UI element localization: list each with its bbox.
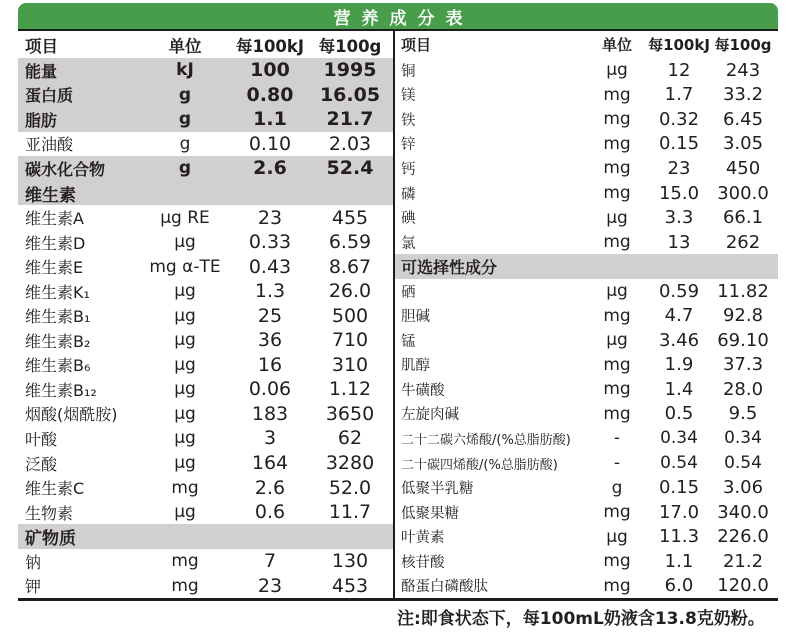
table-row [395, 402, 778, 427]
table-title: 营养成分表 [18, 3, 778, 29]
item-name: 维生素A [25, 209, 84, 229]
item-per100kj: 0.43 [248, 255, 292, 278]
item-per100kj: 36 [257, 329, 283, 352]
item-per100kj: 0.5 [664, 403, 694, 425]
item-unit: μg [606, 60, 628, 81]
table-row [18, 573, 393, 598]
table-row [395, 524, 778, 549]
item-unit: mg [171, 575, 199, 596]
item-per100kj: 0.54 [660, 453, 698, 474]
col-header-per100kj: 每100kJ [235, 36, 305, 56]
table-row [18, 181, 393, 206]
item-name: 牛磺酸 [401, 382, 445, 399]
item-unit: mg [603, 84, 631, 105]
item-per100g: 16.05 [319, 83, 381, 106]
item-name: 镁 [401, 88, 416, 105]
item-unit: g [179, 133, 191, 154]
item-per100kj: 17.0 [658, 501, 700, 523]
item-name: 能量 [25, 61, 58, 81]
item-unit: μg [606, 281, 628, 302]
item-per100g: 26.0 [328, 280, 372, 303]
item-unit: mg [171, 551, 199, 572]
item-name: 低聚半乳糖 [401, 481, 474, 498]
right-table-body [395, 58, 778, 598]
item-per100kj: 1.4 [664, 378, 694, 400]
item-unit: mg [603, 502, 631, 523]
item-unit: mg [603, 232, 631, 253]
item-per100g: 130 [331, 550, 369, 573]
item-per100g: 62 [337, 427, 363, 450]
item-per100g: 9.5 [728, 403, 758, 425]
item-per100g: 300.0 [717, 182, 769, 204]
item-unit: μg RE [160, 207, 210, 228]
item-per100g: 11.7 [328, 501, 372, 524]
item-per100g: 69.10 [717, 329, 769, 351]
item-per100kj: 15.0 [658, 182, 700, 204]
item-unit: mg [603, 183, 631, 203]
item-per100g: 3650 [325, 402, 375, 425]
table-row [395, 500, 778, 525]
table-row [18, 279, 393, 304]
item-unit: μg [174, 232, 196, 253]
item-per100g: 3.05 [722, 133, 764, 155]
item-name: 碳水化合物 [25, 159, 106, 179]
item-per100kj: 164 [251, 452, 289, 475]
item-name: 亚油酸 [25, 135, 74, 155]
item-per100g: 120.0 [717, 575, 769, 597]
col-header-item: 项目 [25, 36, 58, 56]
table-row [395, 573, 778, 598]
item-unit: μg [174, 379, 196, 400]
item-unit: - [613, 428, 621, 449]
item-unit: μg [174, 305, 196, 326]
table-row [18, 426, 393, 451]
table-row [395, 83, 778, 108]
item-unit: μg [606, 207, 628, 228]
col-header-item: 项目 [401, 36, 432, 54]
right-table-header-row [395, 31, 778, 58]
item-unit: μg [174, 428, 196, 449]
table-row [18, 377, 393, 402]
item-unit: mg [603, 305, 631, 326]
item-per100g: 340.0 [717, 501, 769, 523]
item-per100kj: 13 [667, 231, 691, 253]
item-per100kj: 1.7 [664, 84, 694, 106]
item-unit: mg [603, 403, 631, 424]
table-row [395, 205, 778, 230]
item-name: 维生素D [25, 233, 86, 253]
item-per100kj: 7 [263, 550, 277, 573]
item-unit: μg [174, 502, 196, 523]
item-per100g: 455 [331, 206, 369, 229]
item-per100kj: 25 [257, 304, 283, 327]
table-row [18, 107, 393, 132]
tables-wrapper [18, 29, 778, 601]
item-per100kj: 100 [250, 59, 290, 82]
table-row [395, 156, 778, 181]
item-per100g: 262 [725, 231, 761, 253]
item-unit: mg [603, 133, 631, 154]
item-per100g: 6.45 [722, 108, 764, 130]
item-name: 氯 [401, 235, 416, 252]
item-per100kj: 0.32 [658, 108, 700, 130]
table-row [18, 402, 393, 427]
col-header-per100g: 每100g [318, 36, 382, 56]
item-per100g: 6.59 [328, 231, 372, 254]
table-row [395, 451, 778, 476]
item-name: 烟酸(烟酰胺) [25, 405, 118, 425]
item-per100g: 33.2 [722, 84, 764, 106]
table-row [395, 181, 778, 206]
item-per100kj: 0.6 [254, 501, 286, 524]
item-per100kj: 0.80 [246, 83, 294, 106]
col-header-per100kj: 每100kJ [648, 36, 710, 54]
item-name: 维生素E [25, 258, 84, 278]
table-row [395, 279, 778, 304]
table-row [395, 353, 778, 378]
item-unit: mg [603, 551, 631, 572]
item-name: 肌醇 [401, 358, 430, 375]
table-row [18, 524, 393, 549]
item-per100kj: 23 [257, 574, 283, 597]
item-per100kj: 2.6 [254, 476, 286, 499]
item-per100kj: 0.10 [248, 132, 292, 155]
item-unit: kJ [176, 60, 194, 81]
item-per100kj: 16 [257, 353, 283, 376]
item-unit: - [613, 453, 621, 474]
item-per100kj: 23 [257, 206, 283, 229]
item-unit: mg [603, 109, 631, 130]
item-name: 钠 [25, 552, 42, 572]
item-name: 锌 [401, 137, 416, 154]
item-unit: mg [171, 477, 199, 498]
item-unit: μg [174, 354, 196, 375]
item-unit: μg [174, 403, 196, 424]
table-row [18, 549, 393, 574]
item-unit: mg [603, 379, 631, 400]
table-row [395, 303, 778, 328]
item-per100kj: 11.3 [658, 526, 700, 548]
item-per100kj: 0.33 [248, 231, 292, 254]
table-row [395, 426, 778, 451]
item-name: 左旋肉碱 [401, 407, 459, 424]
table-row [395, 475, 778, 500]
table-row [395, 328, 778, 353]
table-row [18, 254, 393, 279]
item-name: 核苷酸 [401, 554, 445, 571]
item-per100kj: 0.15 [658, 133, 700, 155]
item-name: 钾 [25, 577, 42, 597]
item-per100g: 1995 [323, 59, 377, 82]
item-per100kj: 0.34 [660, 428, 698, 449]
item-per100kj: 183 [251, 402, 289, 425]
item-name: 低聚果糖 [401, 505, 459, 522]
item-name: 二十二碳六烯酸/(%总脂肪酸) [401, 432, 571, 448]
item-unit: mg α-TE [149, 256, 221, 277]
item-per100kj: 1.3 [254, 280, 286, 303]
item-per100g: 28.0 [722, 378, 764, 400]
left-table [18, 31, 393, 598]
item-name: 可选择性成分 [401, 258, 498, 278]
item-per100kj: 0.59 [658, 280, 700, 302]
item-per100g: 0.54 [724, 453, 762, 474]
left-table-header-row [18, 31, 393, 58]
item-name: 维生素K₁ [25, 282, 90, 302]
item-per100kj: 1.1 [253, 108, 287, 131]
item-unit: μg [174, 281, 196, 302]
item-name: 蛋白质 [25, 86, 74, 106]
item-name: 铜 [401, 63, 416, 80]
table-row [395, 107, 778, 132]
item-per100kj: 3.3 [664, 207, 694, 229]
item-name: 矿物质 [25, 529, 76, 550]
item-per100g: 52.4 [326, 157, 374, 180]
item-name: 酪蛋白磷酸肽 [401, 579, 488, 596]
item-per100g: 226.0 [717, 526, 769, 548]
item-per100kj: 1.9 [664, 354, 694, 376]
item-per100kj: 3 [263, 427, 277, 450]
item-per100g: 21.2 [722, 550, 764, 572]
item-name: 维生素B₆ [25, 356, 91, 376]
item-per100g: 310 [331, 353, 369, 376]
item-per100g: 52.0 [328, 476, 372, 499]
item-per100kj: 1.1 [664, 550, 694, 572]
item-name: 锰 [401, 333, 416, 350]
item-per100kj: 3.46 [658, 329, 700, 351]
footnote: 注:即食状态下，每100mL奶液含13.8克奶粉。 [397, 609, 765, 629]
item-per100g: 2.03 [328, 132, 372, 155]
item-unit: g [611, 477, 623, 498]
item-per100kj: 2.6 [253, 157, 287, 180]
item-name: 碘 [401, 211, 416, 228]
item-per100kj: 0.06 [248, 378, 292, 401]
item-per100kj: 6.0 [664, 575, 694, 597]
item-per100kj: 0.15 [658, 477, 700, 499]
item-unit: μg [606, 526, 628, 547]
item-name: 生物素 [25, 503, 74, 523]
table-row [395, 230, 778, 255]
item-per100kj: 4.7 [664, 305, 694, 327]
item-name: 钙 [401, 161, 416, 178]
item-per100g: 3280 [325, 452, 375, 475]
item-name: 硒 [401, 284, 416, 301]
item-name: 磷 [401, 186, 416, 203]
table-row [18, 451, 393, 476]
table-row [18, 475, 393, 500]
item-per100kj: 12 [667, 59, 691, 81]
table-row [395, 549, 778, 574]
col-header-unit: 单位 [601, 36, 632, 54]
item-per100g: 92.8 [722, 305, 764, 327]
table-row [18, 230, 393, 255]
item-name: 维生素B₁₂ [25, 380, 97, 400]
item-name: 泛酸 [25, 454, 58, 474]
table-row [18, 303, 393, 328]
item-name: 胆碱 [401, 309, 430, 326]
item-per100g: 21.7 [326, 108, 374, 131]
item-unit: μg [174, 453, 196, 474]
table-row [18, 328, 393, 353]
table-row [18, 58, 393, 83]
item-per100g: 1.12 [328, 378, 372, 401]
item-per100g: 37.3 [722, 354, 764, 376]
item-per100g: 453 [331, 574, 369, 597]
col-header-per100g: 每100g [714, 36, 772, 54]
table-row [18, 353, 393, 378]
item-per100g: 243 [725, 59, 761, 81]
item-per100g: 710 [331, 329, 369, 352]
item-name: 维生素B₂ [25, 331, 91, 351]
col-header-unit: 单位 [168, 36, 202, 56]
item-unit: g [178, 84, 192, 105]
item-name: 二十碳四烯酸/(%总脂肪酸) [401, 457, 558, 473]
table-row [18, 156, 393, 181]
item-name: 维生素B₁ [25, 307, 91, 327]
table-row [395, 377, 778, 402]
item-name: 维生素 [25, 185, 76, 206]
item-unit: g [178, 109, 192, 130]
right-table [395, 31, 778, 598]
table-row [18, 205, 393, 230]
table-row [18, 83, 393, 108]
item-name: 铁 [401, 112, 416, 129]
item-name: 叶黄素 [401, 530, 445, 547]
item-per100g: 66.1 [722, 207, 764, 229]
item-unit: mg [603, 354, 631, 375]
item-unit: μg [606, 330, 628, 351]
table-row [395, 58, 778, 83]
item-per100g: 500 [331, 304, 369, 327]
item-per100g: 0.34 [724, 428, 762, 449]
item-name: 维生素C [25, 479, 85, 499]
item-unit: μg [174, 330, 196, 351]
table-row [395, 254, 778, 279]
table-row [18, 132, 393, 157]
item-per100g: 450 [725, 157, 761, 179]
table-row [18, 500, 393, 525]
item-per100g: 11.82 [717, 280, 769, 302]
item-per100g: 3.06 [722, 477, 764, 499]
table-row [395, 132, 778, 157]
left-table-body [18, 58, 393, 598]
item-unit: mg [603, 575, 631, 596]
item-per100g: 8.67 [328, 255, 372, 278]
item-unit: g [178, 158, 192, 179]
item-per100kj: 23 [667, 157, 691, 179]
item-name: 脂肪 [25, 110, 58, 130]
item-name: 叶酸 [25, 429, 58, 449]
item-unit: mg [603, 158, 631, 179]
